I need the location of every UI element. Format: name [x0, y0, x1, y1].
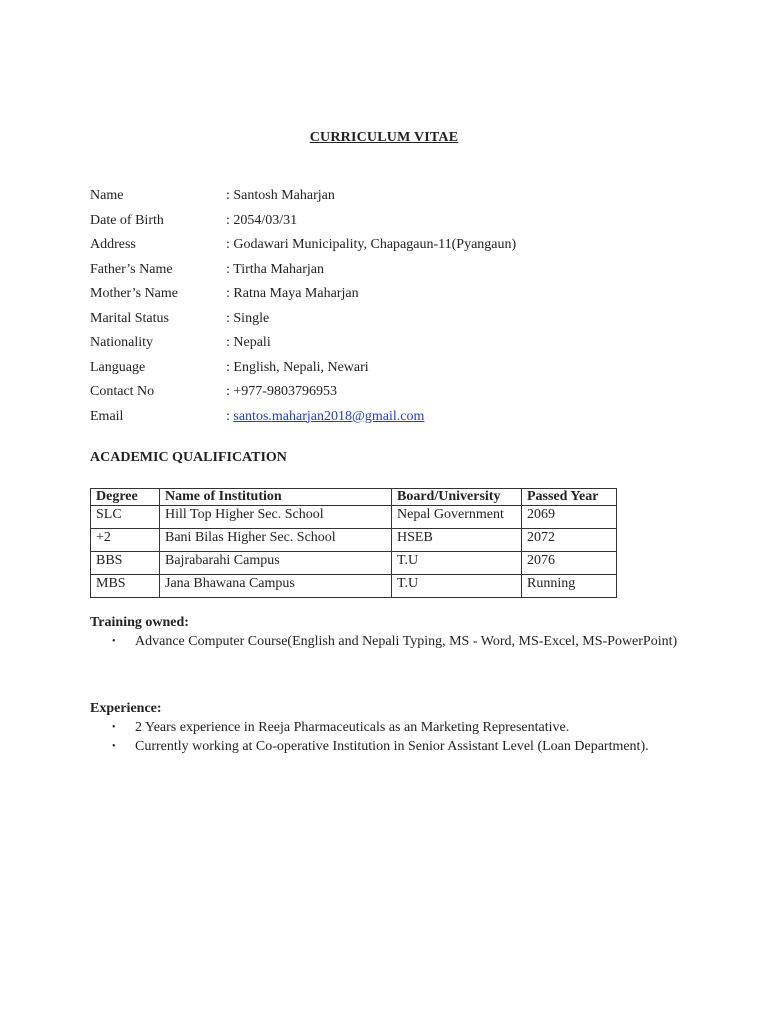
cell-year: 2072: [522, 529, 617, 552]
cell-institution: Bani Bilas Higher Sec. School: [160, 529, 392, 552]
value-nationality: : Nepali: [226, 335, 271, 350]
table-row: [91, 575, 617, 598]
bullet-icon: •: [112, 741, 116, 752]
personal-row-mother: [90, 282, 690, 307]
cell-degree: SLC: [91, 506, 160, 529]
cell-degree: MBS: [91, 575, 160, 598]
header-degree: Degree: [91, 489, 160, 506]
value-email: [226, 405, 424, 430]
header-board: Board/University: [392, 489, 522, 506]
value-address: : Godawari Municipality, Chapagaun-11(Pyangaun): [226, 237, 517, 252]
personal-row-nationality: [90, 331, 690, 356]
list-item: [90, 632, 740, 651]
cell-degree: BBS: [91, 552, 160, 575]
cell-year: 2069: [522, 506, 617, 529]
label-address: Address: [90, 237, 136, 252]
cell-institution: Hill Top Higher Sec. School: [160, 506, 392, 529]
training-heading: Training owned:: [90, 615, 189, 630]
personal-row-language: [90, 356, 690, 381]
personal-row-father: [90, 258, 690, 283]
document-title: CURRICULUM VITAE: [309, 130, 459, 145]
value-language: : English, Nepali, Newari: [226, 359, 369, 375]
training-item-text: Advance Computer Course(English and Nepali Typing, MS - Word, MS-Excel, MS-PowerPoint): [135, 634, 678, 649]
personal-row-contact: [90, 380, 690, 405]
cell-board: T.U: [392, 552, 522, 575]
value-dob: : 2054/03/31: [226, 212, 298, 228]
table-row: [91, 529, 617, 552]
header-institution: Name of Institution: [160, 489, 392, 506]
label-name: Name: [90, 188, 124, 203]
value-father: : Tirtha Maharjan: [226, 261, 324, 277]
experience-item-text: Currently working at Co-operative Institution in Senior Assistant Level (Loan Department).: [135, 739, 649, 754]
label-dob: Date of Birth: [90, 212, 164, 228]
list-item: [90, 718, 740, 737]
value-name: : Santosh Maharjan: [226, 188, 335, 203]
table-row: [91, 552, 617, 575]
experience-heading: Experience:: [90, 701, 162, 716]
academic-heading: ACADEMIC QUALIFICATION: [90, 450, 287, 465]
bullet-icon: •: [112, 722, 116, 733]
personal-row-dob: [90, 209, 690, 234]
label-father: Father’s Name: [90, 261, 173, 277]
personal-details: [90, 184, 690, 429]
academic-table: [90, 488, 617, 598]
cell-year: Running: [522, 575, 617, 598]
bullet-icon: •: [112, 636, 116, 647]
label-marital: Marital Status: [90, 310, 169, 326]
email-prefix: :: [226, 408, 234, 424]
cell-institution: Jana Bhawana Campus: [160, 575, 392, 598]
cell-institution: Bajrabarahi Campus: [160, 552, 392, 575]
cell-board: T.U: [392, 575, 522, 598]
table-row: [91, 506, 617, 529]
cell-board: Nepal Government: [392, 506, 522, 529]
label-nationality: Nationality: [90, 335, 153, 350]
experience-list: [90, 718, 740, 756]
value-contact: : +977-9803796953: [226, 384, 337, 399]
value-mother: : Ratna Maya Maharjan: [226, 286, 359, 301]
value-marital: : Single: [226, 310, 270, 326]
table-header-row: [91, 489, 617, 506]
personal-row-email: [90, 405, 690, 430]
personal-row-marital: [90, 307, 690, 332]
label-mother: Mother’s Name: [90, 286, 178, 301]
label-contact: Contact No: [90, 384, 155, 399]
cell-board: HSEB: [392, 529, 522, 552]
header-passed-year: Passed Year: [522, 489, 617, 506]
email-link[interactable]: santos.maharjan2018@gmail.com: [233, 408, 425, 424]
training-list: [90, 632, 740, 651]
cell-degree: +2: [91, 529, 160, 552]
personal-row-name: [90, 184, 690, 209]
personal-row-address: [90, 233, 690, 258]
list-item: [90, 737, 740, 756]
experience-item-text: 2 Years experience in Reeja Pharmaceuticals as an Marketing Representative.: [135, 720, 570, 735]
label-email: Email: [90, 408, 124, 424]
label-language: Language: [90, 359, 146, 375]
cell-year: 2076: [522, 552, 617, 575]
